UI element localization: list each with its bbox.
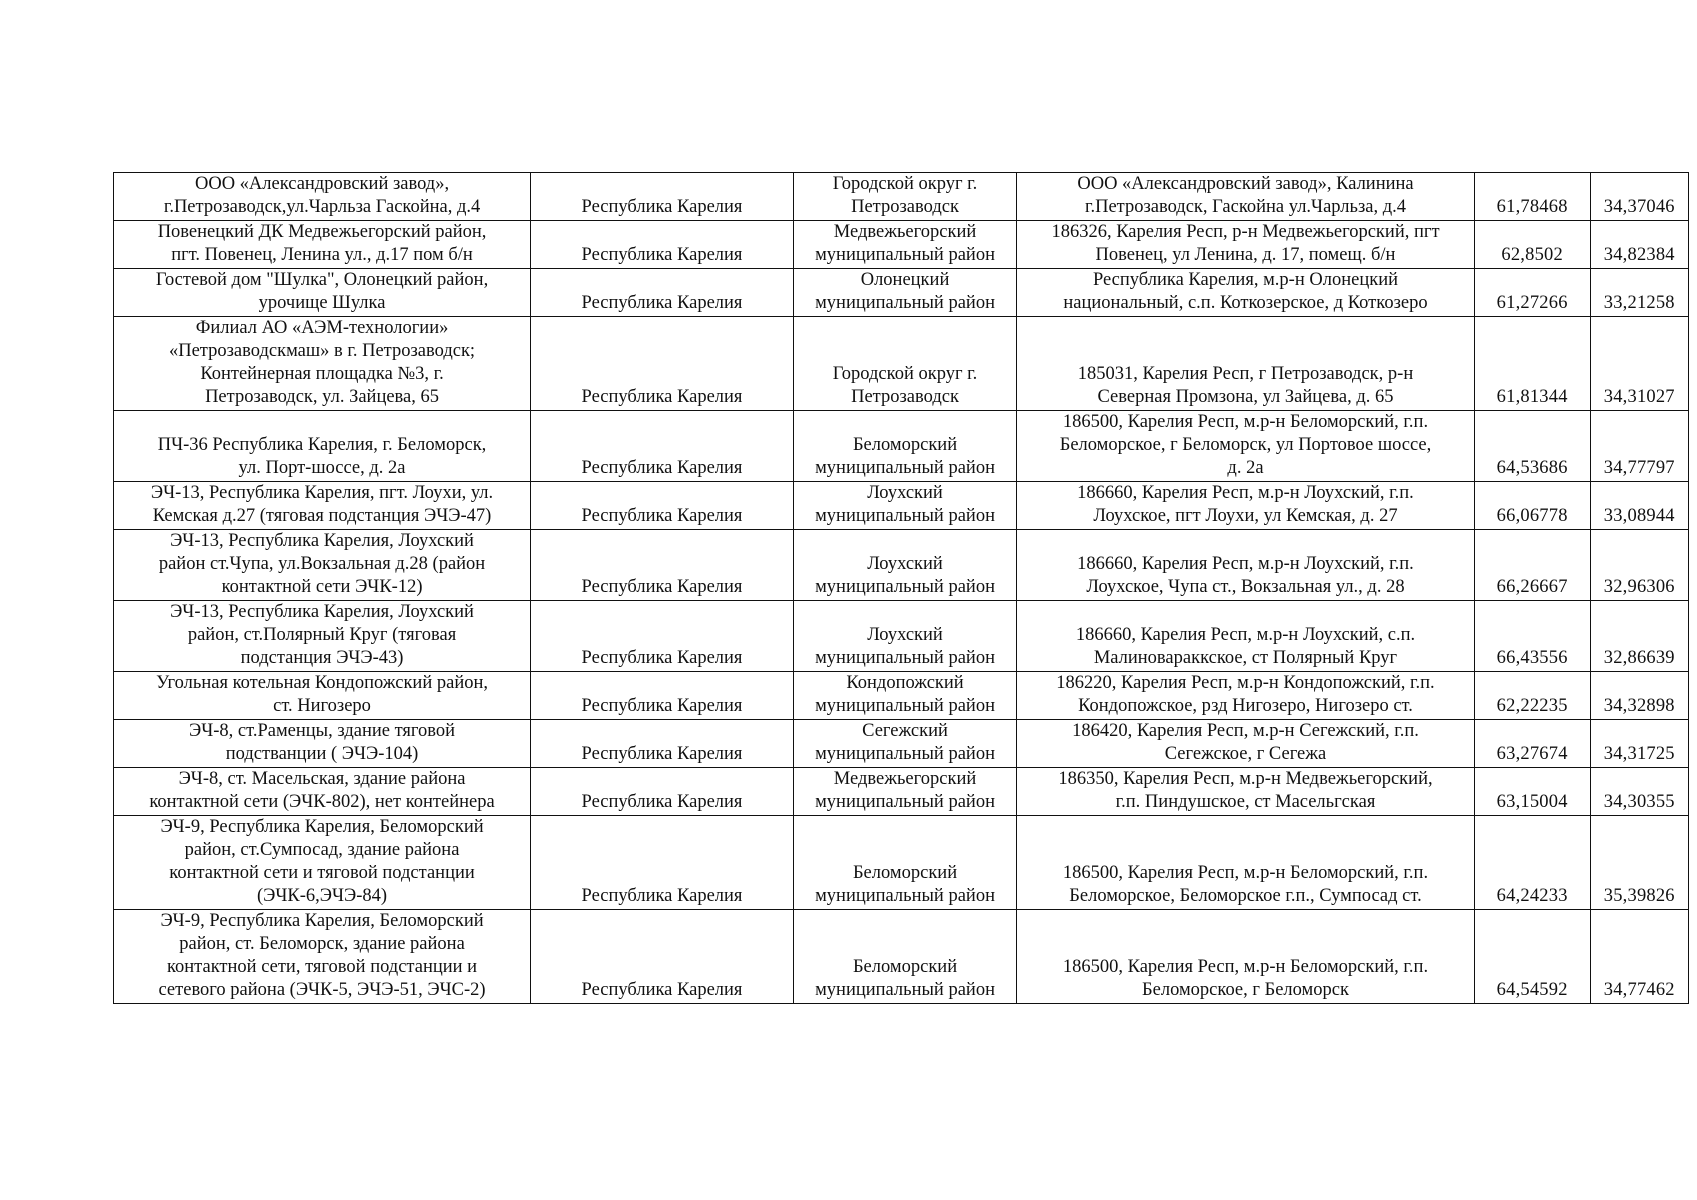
longitude-cell — [1590, 411, 1688, 482]
district-cell — [793, 221, 1016, 269]
region-cell-text: Республика Карелия — [581, 197, 743, 217]
address-cell-text: Республика Карелия, м.р-н Олонецкий национальный, с.п. Коткозерское, д Коткозеро — [1063, 270, 1428, 313]
latitude-cell — [1474, 530, 1590, 601]
table-row — [114, 173, 1689, 221]
longitude-cell — [1590, 221, 1688, 269]
table-row — [114, 482, 1689, 530]
latitude-cell-text: 64,54592 — [1496, 980, 1568, 1000]
address-cell — [1017, 221, 1475, 269]
location-name-cell — [114, 317, 531, 411]
location-name-cell — [114, 173, 531, 221]
address-cell-text: 186500, Карелия Респ, м.р-н Беломорский, г.п. Беломорское, Беломорское г.п., Сумпосад ст. — [1062, 863, 1429, 906]
table-row — [114, 768, 1689, 816]
location-name-cell — [114, 720, 531, 768]
address-cell — [1017, 269, 1475, 317]
longitude-cell — [1590, 317, 1688, 411]
region-cell-text: Республика Карелия — [581, 886, 743, 906]
district-cell — [793, 720, 1016, 768]
region-cell — [531, 672, 794, 720]
location-name-cell — [114, 411, 531, 482]
region-cell-text: Республика Карелия — [581, 980, 743, 1000]
district-cell-text: Кондопожский муниципальный район — [815, 673, 995, 716]
address-cell — [1017, 601, 1475, 672]
address-cell — [1017, 768, 1475, 816]
region-cell-text: Республика Карелия — [581, 744, 743, 764]
latitude-cell — [1474, 672, 1590, 720]
table-row — [114, 816, 1689, 910]
table-row — [114, 530, 1689, 601]
longitude-cell-text: 34,77462 — [1603, 980, 1675, 1000]
longitude-cell — [1590, 816, 1688, 910]
region-cell-text: Республика Карелия — [581, 506, 743, 526]
longitude-cell-text: 33,21258 — [1603, 293, 1675, 313]
longitude-cell-text: 34,77797 — [1603, 458, 1675, 478]
table-row — [114, 221, 1689, 269]
latitude-cell — [1474, 221, 1590, 269]
district-cell-text: Медвежьегорский муниципальный район — [815, 769, 995, 812]
region-cell-text: Республика Карелия — [581, 792, 743, 812]
region-cell — [531, 601, 794, 672]
latitude-cell — [1474, 910, 1590, 1004]
district-cell-text: Городской округ г. Петрозаводск — [832, 364, 978, 407]
district-cell — [793, 530, 1016, 601]
district-cell — [793, 173, 1016, 221]
longitude-cell — [1590, 768, 1688, 816]
latitude-cell — [1474, 482, 1590, 530]
latitude-cell — [1474, 601, 1590, 672]
district-cell — [793, 601, 1016, 672]
latitude-cell — [1474, 411, 1590, 482]
address-cell-text: 186660, Карелия Респ, м.р-н Лоухский, с.п. Малиновараккское, ст Полярный Круг — [1075, 625, 1416, 668]
latitude-cell-text: 61,27266 — [1496, 293, 1568, 313]
location-name-cell-text: Филиал АО «АЭМ-технологии» «Петрозаводскмаш» в г. Петрозаводск; Контейнерная площадка №3, г. Петрозаводск, ул. Зайцева, 65 — [168, 318, 476, 407]
latitude-cell-text: 66,26667 — [1496, 577, 1568, 597]
region-cell-text: Республика Карелия — [581, 245, 743, 265]
region-cell — [531, 768, 794, 816]
latitude-cell-text: 64,24233 — [1496, 886, 1568, 906]
district-cell — [793, 482, 1016, 530]
address-cell-text: 186500, Карелия Респ, м.р-н Беломорский, г.п. Беломорское, г Беломорск — [1062, 957, 1429, 1000]
address-cell — [1017, 910, 1475, 1004]
longitude-cell-text: 33,08944 — [1603, 506, 1675, 526]
region-cell — [531, 269, 794, 317]
latitude-cell — [1474, 317, 1590, 411]
latitude-cell-text: 63,27674 — [1496, 744, 1568, 764]
locations-table — [113, 172, 1689, 1004]
district-cell — [793, 768, 1016, 816]
address-cell — [1017, 482, 1475, 530]
location-name-cell-text: ЭЧ-13, Республика Карелия, пгт. Лоухи, ул. Кемская д.27 (тяговая подстанция ЭЧЭ-47) — [150, 483, 494, 526]
longitude-cell — [1590, 269, 1688, 317]
address-cell-text: 186220, Карелия Респ, м.р-н Кондопожский, г.п. Кондопожское, рзд Нигозеро, Нигозеро ст. — [1056, 673, 1435, 716]
longitude-cell-text: 32,96306 — [1603, 577, 1675, 597]
region-cell-text: Республика Карелия — [581, 696, 743, 716]
location-name-cell-text: ЭЧ-9, Республика Карелия, Беломорский район, ст. Беломорск, здание района контактной сети, тяговой подстанции и сетевого района (ЭЧК-5, ЭЧЭ-51, ЭЧС-2) — [158, 911, 486, 1000]
latitude-cell — [1474, 173, 1590, 221]
location-name-cell — [114, 601, 531, 672]
table-row — [114, 720, 1689, 768]
location-name-cell — [114, 768, 531, 816]
region-cell-text: Республика Карелия — [581, 577, 743, 597]
table-row — [114, 601, 1689, 672]
region-cell — [531, 173, 794, 221]
location-name-cell — [114, 221, 531, 269]
district-cell-text: Беломорский муниципальный район — [815, 435, 995, 478]
longitude-cell — [1590, 482, 1688, 530]
region-cell-text: Республика Карелия — [581, 293, 743, 313]
location-name-cell-text: ООО «Александровский завод», г.Петрозаводск,ул.Чарльза Гаскойна, д.4 — [163, 174, 481, 217]
address-cell-text: 185031, Карелия Респ, г Петрозаводск, р-н Северная Промзона, ул Зайцева, д. 65 — [1077, 364, 1414, 407]
location-name-cell-text: ЭЧ-8, ст. Масельская, здание района контактной сети (ЭЧК-802), нет контейнера — [149, 769, 495, 812]
table-row — [114, 672, 1689, 720]
district-cell-text: Городской округ г. Петрозаводск — [832, 174, 978, 217]
address-cell-text: 186326, Карелия Респ, р-н Медвежьегорский, пгт Повенец, ул Ленина, д. 17, помещ. б/н — [1051, 222, 1440, 265]
address-cell-text: 186420, Карелия Респ, м.р-н Сегежский, г.п. Сегежское, г Сегежа — [1072, 721, 1419, 764]
latitude-cell-text: 63,15004 — [1496, 792, 1568, 812]
location-name-cell — [114, 910, 531, 1004]
longitude-cell — [1590, 173, 1688, 221]
longitude-cell — [1590, 530, 1688, 601]
address-cell — [1017, 530, 1475, 601]
latitude-cell — [1474, 768, 1590, 816]
location-name-cell — [114, 482, 531, 530]
latitude-cell — [1474, 720, 1590, 768]
district-cell-text: Медвежьегорский муниципальный район — [815, 222, 995, 265]
region-cell — [531, 530, 794, 601]
region-cell — [531, 317, 794, 411]
longitude-cell — [1590, 672, 1688, 720]
location-name-cell — [114, 816, 531, 910]
latitude-cell-text: 61,78468 — [1496, 197, 1568, 217]
latitude-cell-text: 62,8502 — [1501, 245, 1563, 265]
latitude-cell-text: 64,53686 — [1496, 458, 1568, 478]
latitude-cell-text: 66,43556 — [1496, 648, 1568, 668]
longitude-cell-text: 34,82384 — [1603, 245, 1675, 265]
table-row — [114, 269, 1689, 317]
longitude-cell-text: 34,31725 — [1603, 744, 1675, 764]
address-cell — [1017, 672, 1475, 720]
table-row — [114, 910, 1689, 1004]
location-name-cell-text: ЭЧ-8, ст.Раменцы, здание тяговой подстванции ( ЭЧЭ-104) — [189, 721, 456, 764]
location-name-cell-text: ЭЧ-9, Республика Карелия, Беломорский район, ст.Сумпосад, здание района контактной сети и тяговой подстанции (ЭЧК-6,ЭЧЭ-84) — [160, 817, 484, 906]
district-cell — [793, 269, 1016, 317]
table-row — [114, 317, 1689, 411]
district-cell-text: Лоухский муниципальный район — [815, 625, 995, 668]
district-cell — [793, 910, 1016, 1004]
longitude-cell-text: 34,37046 — [1603, 197, 1675, 217]
location-name-cell-text: ПЧ-36 Республика Карелия, г. Беломорск, ул. Порт-шоссе, д. 2а — [157, 435, 487, 478]
region-cell-text: Республика Карелия — [581, 648, 743, 668]
region-cell — [531, 720, 794, 768]
locations-table-container — [113, 172, 1689, 1004]
location-name-cell — [114, 269, 531, 317]
location-name-cell-text: ЭЧ-13, Республика Карелия, Лоухский район, ст.Полярный Круг (тяговая подстанция ЭЧЭ-43) — [170, 602, 474, 668]
district-cell — [793, 672, 1016, 720]
district-cell-text: Сегежский муниципальный район — [815, 721, 995, 764]
address-cell-text: 186660, Карелия Респ, м.р-н Лоухский, г.п. Лоухское, пгт Лоухи, ул Кемская, д. 27 — [1077, 483, 1414, 526]
longitude-cell-text: 32,86639 — [1603, 648, 1675, 668]
region-cell — [531, 816, 794, 910]
location-name-cell-text: Угольная котельная Кондопожский район, ст. Нигозеро — [156, 673, 488, 716]
longitude-cell — [1590, 720, 1688, 768]
address-cell-text: ООО «Александровский завод», Калинина г.Петрозаводск, Гаскойна ул.Чарльза, д.4 — [1077, 174, 1414, 217]
district-cell — [793, 411, 1016, 482]
address-cell — [1017, 816, 1475, 910]
longitude-cell-text: 35,39826 — [1603, 886, 1675, 906]
longitude-cell-text: 34,32898 — [1603, 696, 1675, 716]
region-cell — [531, 482, 794, 530]
district-cell-text: Лоухский муниципальный район — [815, 483, 995, 526]
region-cell — [531, 221, 794, 269]
district-cell — [793, 317, 1016, 411]
longitude-cell — [1590, 601, 1688, 672]
longitude-cell — [1590, 910, 1688, 1004]
longitude-cell-text: 34,30355 — [1603, 792, 1675, 812]
location-name-cell — [114, 530, 531, 601]
latitude-cell — [1474, 816, 1590, 910]
district-cell-text: Беломорский муниципальный район — [815, 957, 995, 1000]
table-body — [114, 173, 1689, 1004]
location-name-cell-text: ЭЧ-13, Республика Карелия, Лоухский район ст.Чупа, ул.Вокзальная д.28 (район контактной сети ЭЧК-12) — [158, 531, 486, 597]
address-cell-text: 186350, Карелия Респ, м.р-н Медвежьегорский, г.п. Пиндушское, ст Масельгская — [1058, 769, 1433, 812]
latitude-cell-text: 66,06778 — [1496, 506, 1568, 526]
location-name-cell — [114, 672, 531, 720]
address-cell-text: 186500, Карелия Респ, м.р-н Беломорский, г.п. Беломорское, г Беломорск, ул Портовое шоссе, д. 2а — [1059, 412, 1432, 478]
latitude-cell-text: 61,81344 — [1496, 387, 1568, 407]
address-cell — [1017, 411, 1475, 482]
address-cell — [1017, 317, 1475, 411]
longitude-cell-text: 34,31027 — [1603, 387, 1675, 407]
address-cell-text: 186660, Карелия Респ, м.р-н Лоухский, г.п. Лоухское, Чупа ст., Вокзальная ул., д. 28 — [1077, 554, 1414, 597]
address-cell — [1017, 173, 1475, 221]
region-cell — [531, 411, 794, 482]
address-cell — [1017, 720, 1475, 768]
district-cell-text: Беломорский муниципальный район — [815, 863, 995, 906]
region-cell-text: Республика Карелия — [581, 458, 743, 478]
table-row — [114, 411, 1689, 482]
location-name-cell-text: Повенецкий ДК Медвежьегорский район, пгт. Повенец, Ленина ул., д.17 пом б/н — [157, 222, 487, 265]
region-cell — [531, 910, 794, 1004]
location-name-cell-text: Гостевой дом "Шулка", Олонецкий район, урочище Шулка — [155, 270, 489, 313]
district-cell-text: Лоухский муниципальный район — [815, 554, 995, 597]
latitude-cell — [1474, 269, 1590, 317]
district-cell — [793, 816, 1016, 910]
district-cell-text: Олонецкий муниципальный район — [815, 270, 995, 313]
region-cell-text: Республика Карелия — [581, 387, 743, 407]
latitude-cell-text: 62,22235 — [1496, 696, 1568, 716]
